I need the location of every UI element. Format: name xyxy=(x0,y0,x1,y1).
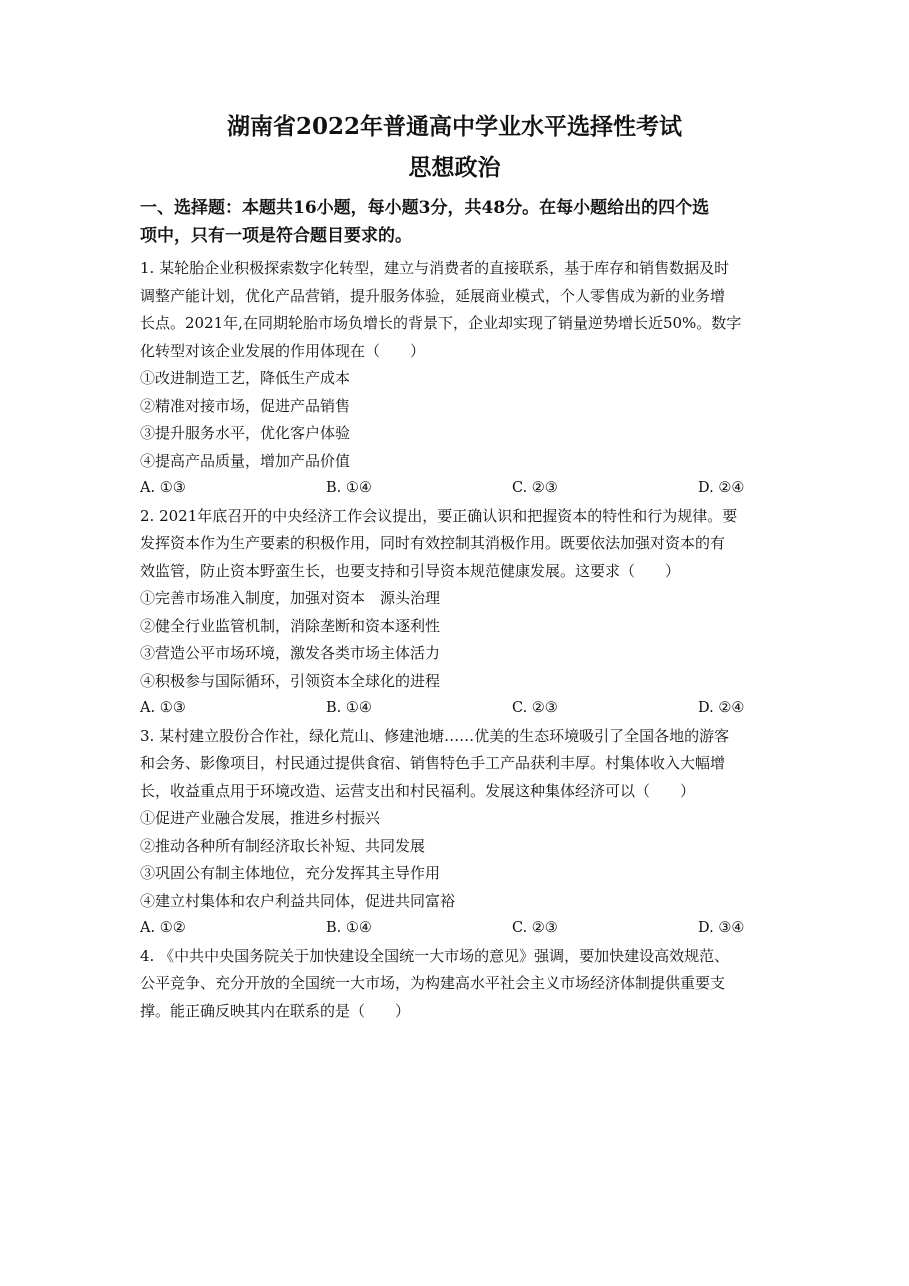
statement-option: ④积极参与国际循环，引领资本全球化的进程 xyxy=(140,671,441,690)
choice-d: D. ②④ xyxy=(698,700,745,716)
choice-d: D. ③④ xyxy=(698,920,745,936)
choice-b: B. ①④ xyxy=(326,480,372,496)
choice-c: C. ②③ xyxy=(512,480,558,496)
question-4 xyxy=(140,943,770,1026)
exam-title: 湖南省2022年普通高中学业水平选择性考试 xyxy=(226,113,682,140)
statement-option: ②推动各种所有制经济取长补短、共同发展 xyxy=(140,836,426,855)
statement-option: ②精准对接市场，促进产品销售 xyxy=(140,396,351,415)
choice-b: B. ①④ xyxy=(326,920,372,936)
choice-a: A. ①② xyxy=(140,920,186,936)
choice-a: A. ①③ xyxy=(140,480,186,496)
answer-choices xyxy=(140,915,770,943)
choice-d: D. ②④ xyxy=(698,480,745,496)
statement-option: ①完善市场准入制度，加强对资本 源头治理 xyxy=(140,589,441,607)
subject-title: 思想政治 xyxy=(408,154,501,181)
statement-option: ①促进产业融合发展，推进乡村振兴 xyxy=(140,809,381,827)
question-stem: 1. 某轮胎企业积极探索数字化转型，建立与消费者的直接联系，基于库存和销售数据及时 调整产能计划，优化产品营销，提升服务体验，延展商业模式，个人零售成为新的业务增 长点。2021年,在同期轮胎市场负增长的背景下，企业却实现了销量逆势增长近50%。数字 化转型对该企业发展的作用体现在（ ） xyxy=(140,259,742,360)
choice-a: A. ①③ xyxy=(140,700,186,716)
question-stem: 4. 《中共中央国务院关于加快建设全国统一大市场的意见》强调，要加快建设高效规范、 公平竞争、充分开放的全国统一大市场，为构建高水平社会主义市场经济体制提供重要支 撑。能正确反映其内在联系的是（ ） xyxy=(140,946,730,1020)
question-stem: 3. 某村建立股份合作社，绿化荒山、修建池塘……优美的生态环境吸引了全国各地的游客 和会务、影像项目，村民通过提供食宿、销售特色手工产品获利丰厚。村集体收入大幅增 长，收益重点用于环境改造、运营支出和村民福利。发展这种集体经济可以（ ） xyxy=(140,726,730,800)
statement-option: ④建立村集体和农户利益共同体，促进共同富裕 xyxy=(140,891,456,910)
section-heading: 一、选择题：本题共16小题，每小题3分，共48分。在每小题给出的四个选 项中，只有一项是符合题目要求的。 xyxy=(140,198,710,246)
choice-b: B. ①④ xyxy=(326,700,372,716)
question-stem: 2. 2021年底召开的中央经济工作会议提出，要正确认识和把握资本的特性和行为规律。要 发挥资本作为生产要素的积极作用，同时有效控制其消极作用。既要依法加强对资本的有 效监管，防止资本野蛮生长，也要支持和引导资本规范健康发展。这要求（ ） xyxy=(140,506,738,580)
statement-option: ③提升服务水平，优化客户体验 xyxy=(140,424,351,442)
choice-c: C. ②③ xyxy=(512,700,558,716)
statement-option: ④提高产品质量，增加产品价值 xyxy=(140,451,351,470)
statement-option: ②健全行业监管机制，消除垄断和资本逐利性 xyxy=(140,616,441,635)
question-3 xyxy=(140,723,770,943)
answer-choices xyxy=(140,695,770,723)
answer-choices xyxy=(140,475,770,503)
choice-c: C. ②③ xyxy=(512,920,558,936)
statement-option: ①改进制造工艺，降低生产成本 xyxy=(140,369,351,387)
question-2 xyxy=(140,503,770,723)
exam-body xyxy=(140,194,770,1025)
question-1 xyxy=(140,255,770,503)
statement-option: ③巩固公有制主体地位，充分发挥其主导作用 xyxy=(140,864,441,882)
statement-option: ③营造公平市场环境，激发各类市场主体活力 xyxy=(140,644,441,662)
